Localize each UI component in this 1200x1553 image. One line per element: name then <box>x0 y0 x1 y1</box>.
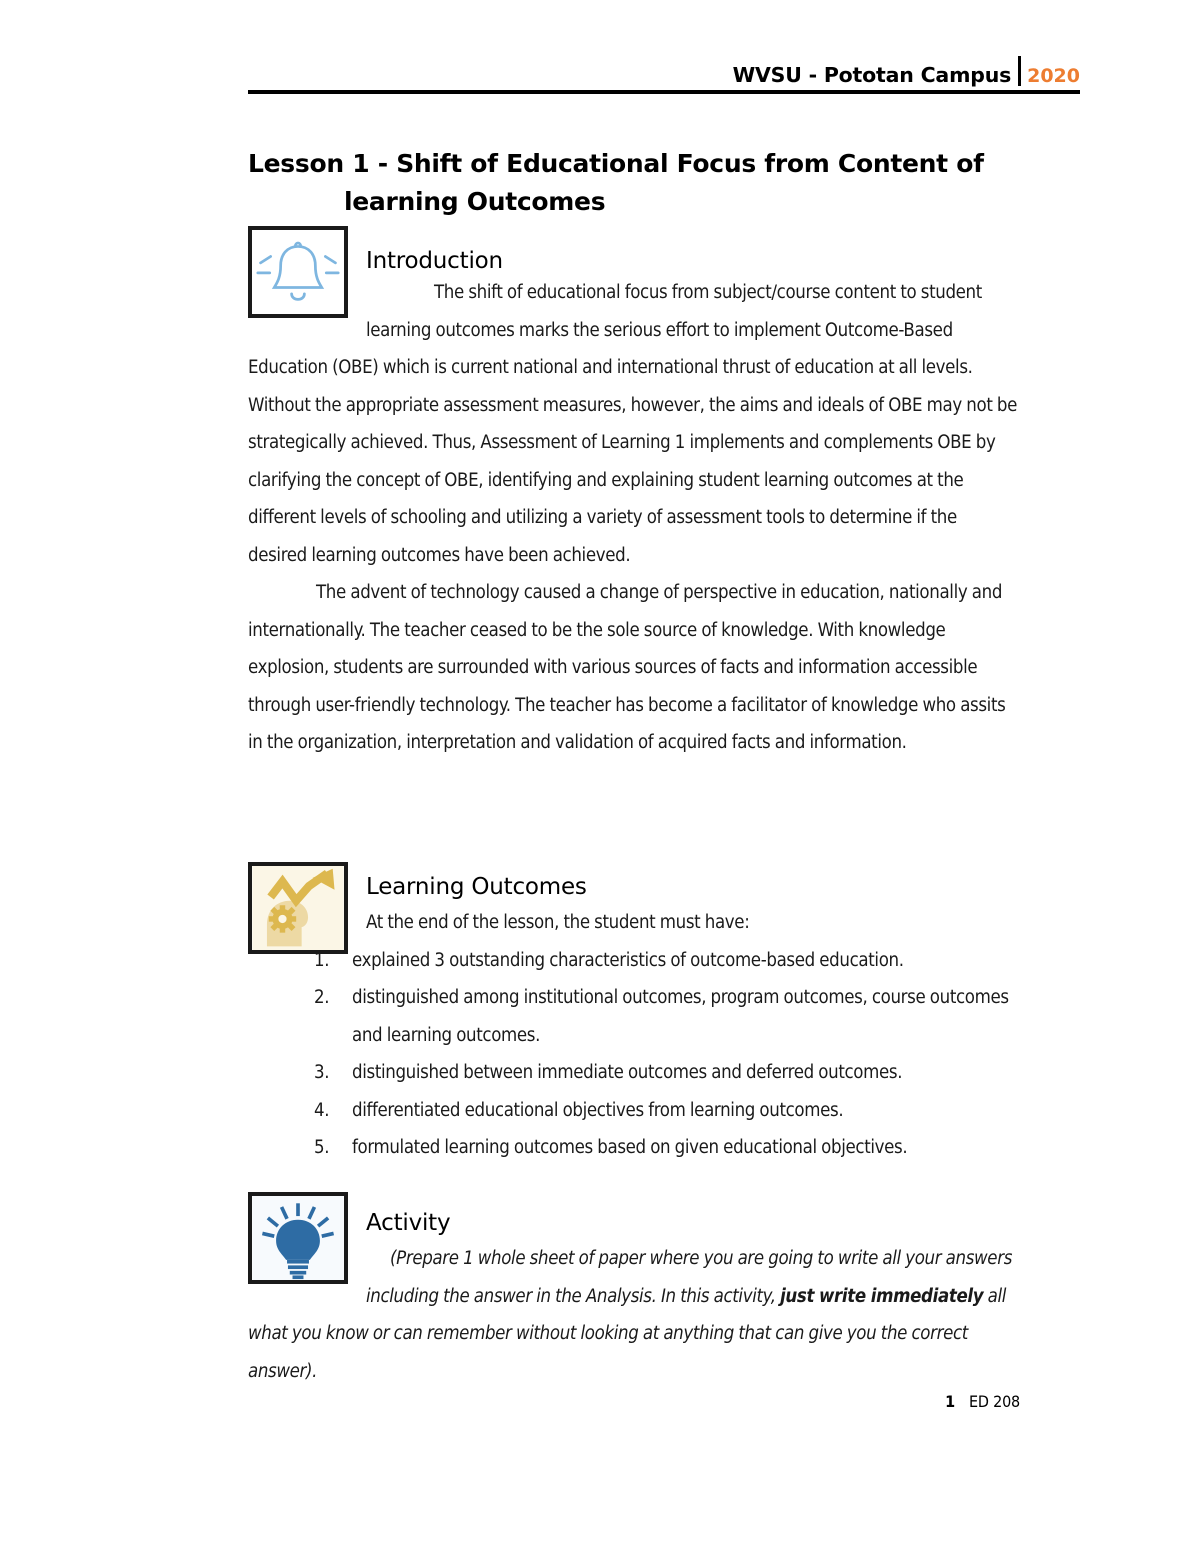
page-footer <box>248 1392 1020 1411</box>
activity-text-emphasis: just write immediately <box>780 1285 984 1307</box>
header-text-row <box>733 52 1080 86</box>
section-heading-introduction: Introduction <box>366 248 503 274</box>
lightbulb-icon <box>248 1192 348 1284</box>
activity-text-part-2: all what you know or can remember without looking at anything that can give you the correct answer). <box>248 1285 1007 1382</box>
bell-icon <box>248 226 348 318</box>
introduction-paragraph-1-wrapper <box>248 226 1020 574</box>
activity-text-part-1: (Prepare 1 whole sheet of paper where you are going to write all your answers including the answer in the Analysis. In this activity, <box>366 1248 1013 1307</box>
list-item: distinguished between immediate outcomes and deferred outcomes. <box>352 1062 903 1083</box>
list-item: distinguished among institutional outcomes, program outcomes, course outcomes and learning outcomes. <box>352 987 1009 1046</box>
page-title-line-2: learning Outcomes <box>344 186 606 216</box>
list-item: formulated learning outcomes based on given educational objectives. <box>352 1137 908 1158</box>
activity-instructions <box>248 1192 1020 1390</box>
learning-outcomes-lead-wrapper <box>248 862 1020 942</box>
learning-outcomes-lead: At the end of the lesson, the student must have: <box>366 912 750 933</box>
header-campus-name: WVSU - Pototan Campus <box>732 63 1012 87</box>
learning-outcomes-list <box>248 942 1020 1167</box>
header-horizontal-rule <box>248 90 1080 94</box>
footer-course-code: ED 208 <box>968 1392 1020 1411</box>
section-heading-learning-outcomes: Learning Outcomes <box>366 874 587 900</box>
section-learning-outcomes <box>248 862 1020 1167</box>
page-title <box>248 145 1008 221</box>
introduction-paragraph-2: The advent of technology caused a change of perspective in education, nationally and internationally. The teacher ceased to be the sole source of knowledge. With knowledge explosion, students are surrounded with various sources of facts and information accessible through user-friendly technology. The teacher has become a facilitator of knowledge who assits in the organization, interpretation and validation of acquired facts and information. <box>248 582 1006 753</box>
page-title-line-1: Lesson 1 - Shift of Educational Focus from Content of <box>248 148 984 178</box>
introduction-paragraph-1: The shift of educational focus from subject/course content to student learning outcomes marks the serious effort to implement Outcome-Based Education (OBE) which is current national and international thrust of education at all levels. Without the appropriate assessment measures, however, the aims and ideals of OBE may not be strategically achieved. Thus, Assessment of Learning 1 implements and complements OBE by clarifying the concept of OBE, identifying and explaining student learning outcomes at the different levels of schooling and utilizing a variety of assessment tools to determine if the desired learning outcomes have been achieved. <box>248 282 1018 566</box>
growth-chart-head-icon <box>248 862 348 954</box>
section-activity <box>248 1192 1020 1390</box>
header-vertical-divider <box>1018 56 1021 86</box>
header-year: 2020 <box>1027 65 1080 87</box>
footer-page-number: 1 <box>945 1392 955 1411</box>
page-header <box>248 52 1080 98</box>
list-item: differentiated educational objectives from learning outcomes. <box>352 1099 844 1121</box>
list-item: explained 3 outstanding characteristics of outcome-based education. <box>352 949 904 971</box>
section-introduction <box>248 226 1020 762</box>
section-heading-activity: Activity <box>366 1210 451 1236</box>
